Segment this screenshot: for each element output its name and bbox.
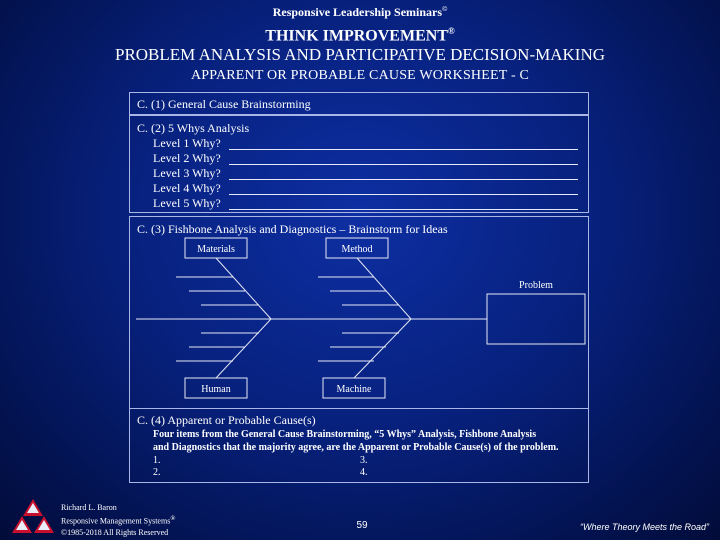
page-title: THINK IMPROVEMENT®: [265, 26, 455, 45]
section1-title: C. (1) General Cause Brainstorming: [137, 97, 311, 111]
human-bone: [216, 319, 271, 378]
copyright: ©1985-2018 All Rights Reserved: [61, 527, 169, 537]
probable-causes-panel: [129, 408, 589, 483]
problem-label: Problem: [519, 280, 553, 291]
method-label: Method: [341, 244, 373, 255]
tagline: “Where Theory Meets the Road”: [580, 522, 710, 532]
problem-box: [487, 294, 585, 344]
section4-instruction-line1: Four items from the General Cause Brainstorming, “5 Whys” Analysis, Fishbone Analysis: [153, 429, 537, 440]
method-bone: [357, 258, 411, 319]
cause-item-1[interactable]: 1.: [153, 455, 161, 466]
machine-label: Machine: [336, 384, 372, 395]
section3-title: C. (3) Fishbone Analysis and Diagnostics – Brainstorm for Ideas: [137, 222, 448, 236]
why-level-4: Level 4 Why?: [153, 181, 221, 195]
author-name: Richard L. Baron: [61, 503, 117, 512]
company-logo: [10, 498, 56, 536]
why-level-2: Level 2 Why?: [153, 151, 221, 165]
machine-bone: [354, 319, 411, 378]
page-subtitle: PROBLEM ANALYSIS AND PARTICIPATIVE DECISION-MAKING: [114, 45, 605, 64]
footer-author-block: [61, 502, 175, 538]
why-level-2-line[interactable]: [229, 164, 578, 165]
human-label: Human: [201, 384, 231, 395]
section2-title: C. (2) 5 Whys Analysis: [137, 121, 250, 135]
company-name: Responsive Management Systems®: [61, 515, 176, 526]
why-level-3-line[interactable]: [229, 179, 578, 180]
five-whys-panel: [129, 115, 589, 213]
cause-item-2[interactable]: 2.: [153, 467, 161, 478]
why-level-3: Level 3 Why?: [153, 166, 221, 180]
why-level-1: Level 1 Why?: [153, 136, 221, 150]
why-level-4-line[interactable]: [229, 194, 578, 195]
general-cause-brainstorming-panel: [129, 92, 589, 115]
why-level-5-line[interactable]: [229, 209, 578, 210]
why-level-1-line[interactable]: [229, 149, 578, 150]
seminars-heading: Responsive Leadership Seminars©: [272, 5, 448, 19]
worksheet-title: APPARENT OR PROBABLE CAUSE WORKSHEET - C: [190, 68, 530, 83]
section4-title: C. (4) Apparent or Probable Cause(s): [137, 413, 316, 427]
cause-item-4[interactable]: 4.: [360, 467, 368, 478]
materials-label: Materials: [197, 244, 235, 255]
materials-bone: [216, 258, 271, 319]
section4-instruction-line2: and Diagnostics that the majority agree, are the Apparent or Probable Cause(s) of the problem.: [153, 442, 559, 453]
fishbone-panel: [129, 216, 589, 409]
why-level-5: Level 5 Why?: [153, 196, 221, 210]
cause-item-3[interactable]: 3.: [360, 455, 368, 466]
page-number: 59: [356, 520, 368, 531]
